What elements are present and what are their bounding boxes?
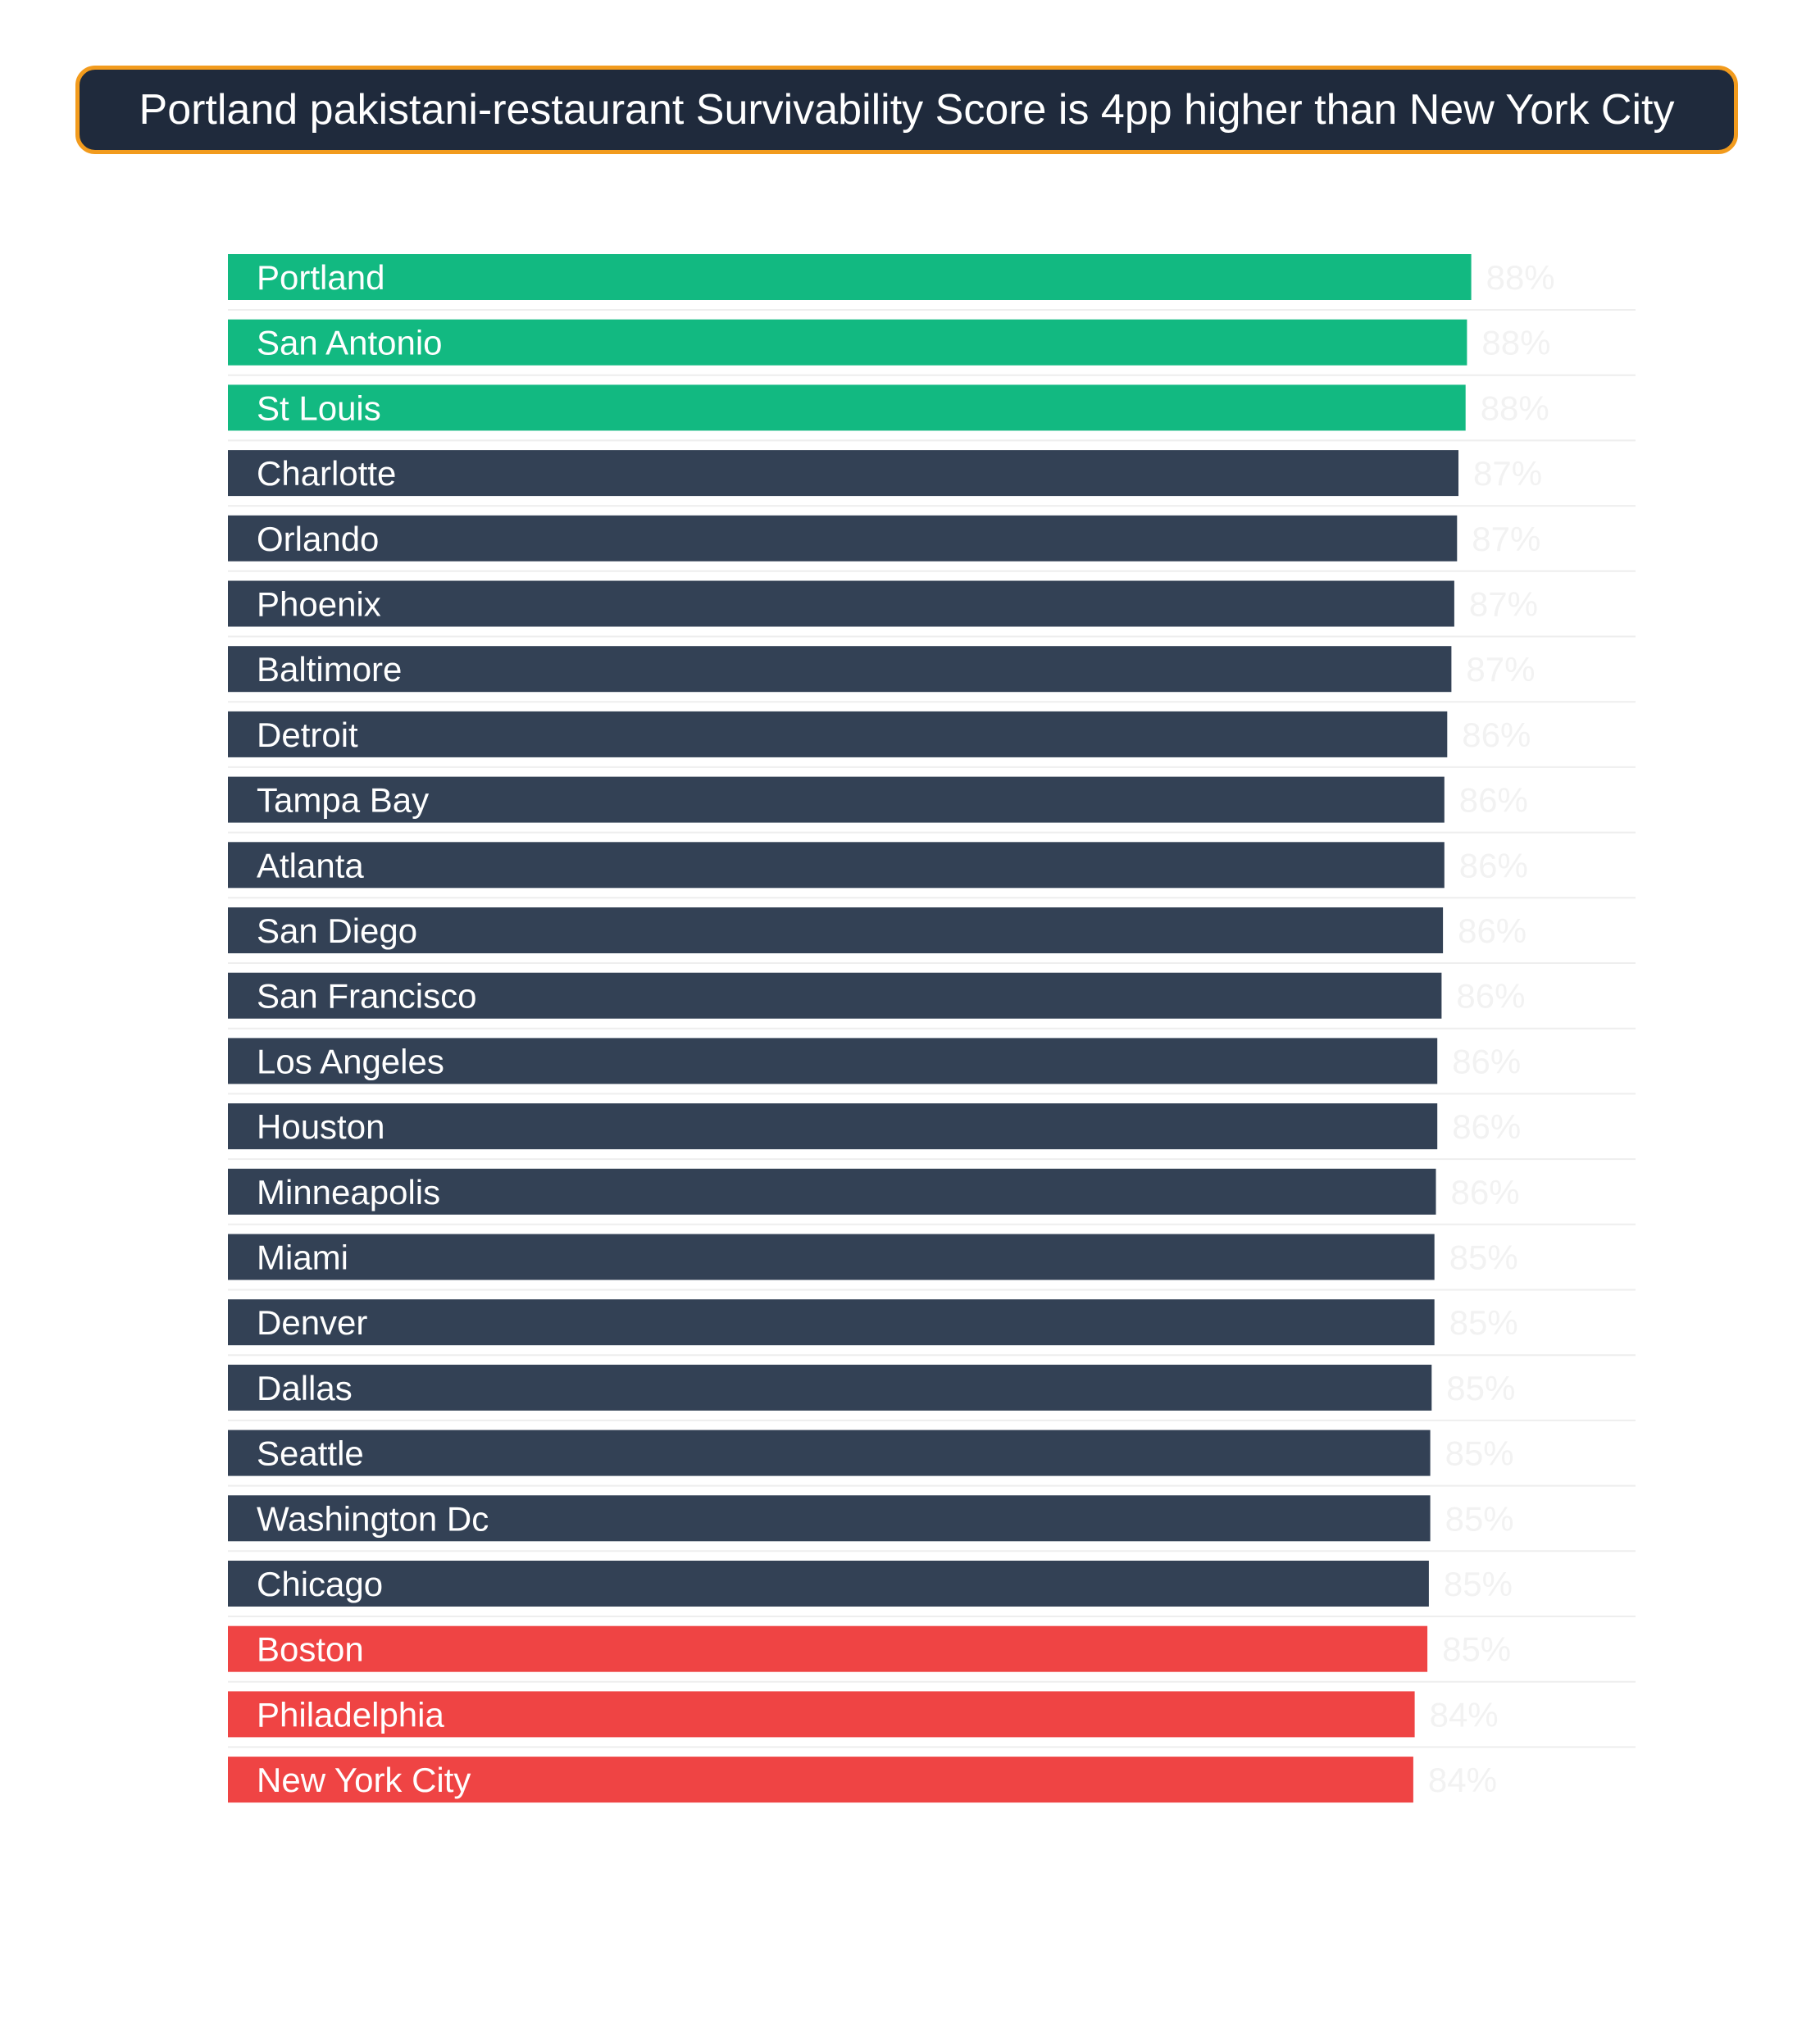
bar — [228, 254, 1472, 300]
bar-value-label: 87% — [1466, 650, 1536, 689]
bar-value-label: 85% — [1442, 1630, 1512, 1669]
bar — [228, 1103, 1437, 1149]
bar-row — [228, 1365, 1636, 1421]
bar-value-label: 84% — [1427, 1761, 1497, 1800]
bar-category-label: Atlanta — [257, 846, 364, 885]
bar — [228, 1626, 1427, 1672]
bar — [228, 581, 1454, 627]
bar-value-label: 86% — [1462, 715, 1531, 754]
bar-category-label: Los Angeles — [257, 1042, 444, 1081]
bar — [228, 450, 1458, 496]
bar-row — [228, 646, 1636, 702]
bar-value-label: 86% — [1458, 911, 1527, 950]
bar-row — [228, 450, 1636, 506]
bar-category-label: Philadelphia — [257, 1695, 444, 1734]
bar-value-label: 87% — [1468, 584, 1538, 624]
bar-category-label: Orlando — [257, 519, 380, 558]
bar-value-label: 88% — [1486, 258, 1555, 297]
bar-row — [228, 1103, 1636, 1159]
bar-row — [228, 711, 1636, 767]
bar-row — [228, 1038, 1636, 1093]
bar-category-label: San Antonio — [257, 323, 443, 362]
bar-value-label: 88% — [1480, 389, 1549, 428]
bar-row — [228, 1757, 1497, 1802]
bar-category-label: Chicago — [257, 1565, 384, 1603]
bar-row — [228, 320, 1636, 375]
bar-value-label: 88% — [1481, 323, 1551, 362]
bar-category-label: Denver — [257, 1303, 368, 1343]
bar — [228, 842, 1445, 888]
bar — [228, 711, 1447, 757]
bar — [228, 1365, 1431, 1411]
bar-category-label: Detroit — [257, 715, 358, 754]
bar-row — [228, 842, 1636, 898]
bar-value-label: 86% — [1452, 1107, 1522, 1147]
bar — [228, 1430, 1431, 1476]
bar-category-label: Boston — [257, 1630, 364, 1669]
bar-category-label: Charlotte — [257, 454, 397, 493]
bar-category-label: San Francisco — [257, 976, 477, 1016]
bar-row — [228, 1299, 1636, 1355]
bar-value-label: 85% — [1443, 1565, 1513, 1603]
bar-value-label: 86% — [1452, 1042, 1522, 1081]
bar-value-label: 85% — [1445, 1434, 1514, 1473]
bar — [228, 384, 1466, 430]
bar-category-label: San Diego — [257, 911, 418, 950]
bar — [228, 1234, 1435, 1280]
chart-title: Portland pakistani-restaurant Survivability Score is 4pp higher than New York City — [139, 86, 1675, 134]
bar-category-label: Houston — [257, 1107, 385, 1147]
bar-category-label: Washington Dc — [257, 1499, 489, 1539]
bar-row — [228, 254, 1636, 310]
bar-category-label: Minneapolis — [257, 1172, 441, 1211]
bar-category-label: Dallas — [257, 1368, 353, 1407]
bar-category-label: Miami — [257, 1238, 348, 1277]
bar-row — [228, 1691, 1636, 1747]
bar-category-label: Baltimore — [257, 650, 403, 689]
bar — [228, 1299, 1435, 1345]
bar-row — [228, 581, 1636, 637]
bar-value-label: 87% — [1472, 519, 1541, 558]
bar — [228, 646, 1451, 692]
bar-category-label: St Louis — [257, 389, 381, 428]
bar-value-label: 85% — [1446, 1368, 1516, 1407]
bar-row — [228, 1561, 1636, 1616]
bar-value-label: 87% — [1473, 454, 1543, 493]
bar-value-label: 85% — [1449, 1238, 1518, 1277]
bar-value-label: 86% — [1458, 846, 1528, 885]
bar-category-label: New York City — [257, 1761, 471, 1800]
bar — [228, 516, 1457, 561]
bar-value-label: 84% — [1429, 1695, 1499, 1734]
bar-category-label: Seattle — [257, 1434, 364, 1473]
bar-row — [228, 1495, 1636, 1551]
bar-category-label: Phoenix — [257, 584, 381, 624]
bar-value-label: 85% — [1449, 1303, 1518, 1343]
bar-value-label: 86% — [1456, 976, 1526, 1016]
bar-value-label: 86% — [1450, 1172, 1520, 1211]
bar-row — [228, 384, 1636, 440]
bar-value-label: 86% — [1458, 780, 1528, 820]
bar-row — [228, 973, 1636, 1029]
bar-row — [228, 1626, 1636, 1682]
bar-category-label: Portland — [257, 258, 385, 297]
bar-value-label: 85% — [1445, 1499, 1514, 1539]
bar-row — [228, 777, 1636, 833]
bar-row — [228, 1430, 1636, 1486]
bar-row — [228, 516, 1636, 571]
bar-row — [228, 907, 1636, 963]
bar-row — [228, 1234, 1636, 1290]
bar — [228, 1561, 1429, 1607]
bar-row — [228, 1169, 1636, 1225]
bar-category-label: Tampa Bay — [257, 780, 430, 820]
